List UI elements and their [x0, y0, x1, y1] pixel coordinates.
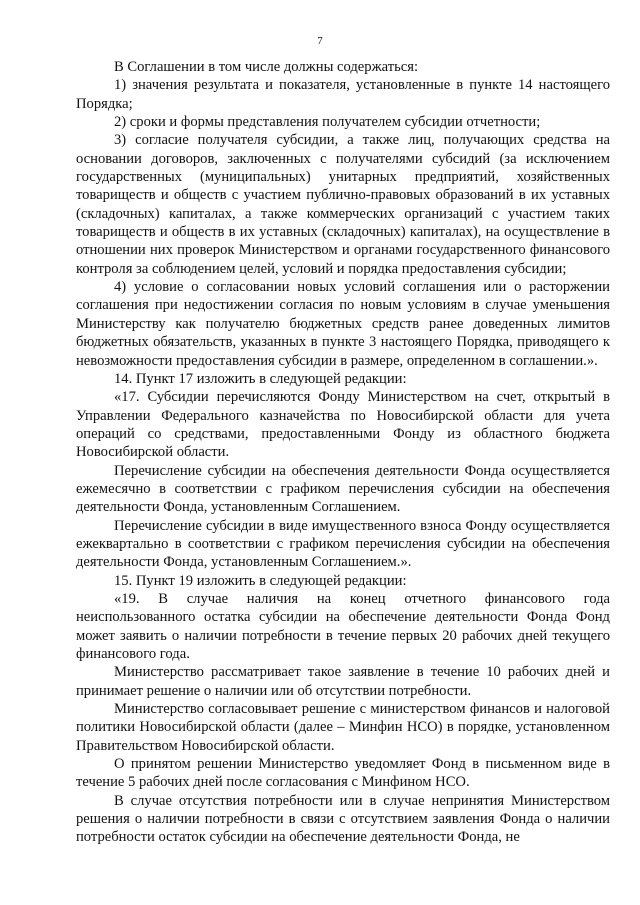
- paragraph-point-19: «19. В случае наличия на конец отчетного финансового года неиспользованного остатка субсидии на обеспечение деятельности Фонда Фонд может заявить о наличии потребности в течение первых 20 рабочих дней текущего финансового года.: [76, 590, 610, 662]
- paragraph-item-1: 1) значения результата и показателя, установленные в пункте 14 настоящего Порядка;: [76, 77, 610, 112]
- paragraph-no-need: В случае отсутствия потребности или в случае непринятия Министерством решения о наличии потребности в связи с отсутствием заявления Фонда о наличии потребности остаток субсидии на обеспечение деятельности Фонда, не: [76, 792, 610, 846]
- paragraph-item-4: 4) условие о согласовании новых условий соглашения или о расторжении соглашения при недостижении согласия по новым условиям в случае уменьшения Министерству как получателю бюджетных средств ранее доведенных лимитов бюджетных обязательств, указанных в пункте 3 настоящего Порядка, приводящего к невозможности предоставления субсидии в размере, определенном в соглашении.».: [76, 279, 610, 369]
- paragraph-quarterly-transfer: Перечисление субсидии в виде имущественного взноса Фонду осуществляется ежеквартально в соответствии с графиком перечисления субсидии на обеспечения деятельности Фонда, установленным Соглашением.».: [76, 517, 610, 571]
- paragraph-item-2: 2) сроки и формы представления получателем субсидии отчетности;: [114, 114, 541, 131]
- paragraph-point-17: «17. Субсидии перечисляются Фонду Министерством на счет, открытый в Управлении Федерального казначейства по Новосибирской области для учета операций со средствами, предоставленными Фонду из областного бюджета Новосибирской области.: [76, 389, 610, 461]
- paragraph-clause-15: 15. Пункт 19 изложить в следующей редакции:: [114, 572, 407, 589]
- paragraph-ministry-review: Министерство рассматривает такое заявление в течение 10 рабочих дней и принимает решение о наличии или об отсутствии потребности.: [76, 664, 610, 699]
- page-number: 7: [317, 35, 323, 47]
- paragraph-item-3: 3) согласие получателя субсидии, а также лиц, получающих средства на основании договоров, заключенных с получателями субсидий (за исключением государственных (муниципальных) унитарных предприятий, хозяйственных товариществ и обществ с участием публично-правовых образований в их уставных (складочных) капиталах, а также коммерческих организаций с участием таких товариществ и обществ в их уставных (складочных) капиталах), на осуществление в отношении них проверок Министерством и органами государственного финансового контроля за соблюдением целей, условий и порядка предоставления субсидии;: [76, 132, 610, 277]
- paragraph-ministry-approval: Министерство согласовывает решение с министерством финансов и налоговой политики Новосибирской области (далее – Минфин НСО) в порядке, установленном Правительством Новосибирской области.: [76, 701, 610, 754]
- paragraph-clause-14: 14. Пункт 17 изложить в следующей редакции:: [114, 370, 407, 387]
- paragraph-agreement-contents: В Соглашении в том числе должны содержаться:: [114, 59, 419, 75]
- document-body: [76, 58, 610, 847]
- paragraph-notification: О принятом решении Министерство уведомляет Фонд в письменном виде в течение 5 рабочих дней после согласования с Минфином НСО.: [76, 756, 610, 791]
- paragraph-monthly-transfer: Перечисление субсидии на обеспечения деятельности Фонда осуществляется ежемесячно в соответствии с графиком перечисления субсидии на обеспечения деятельности Фонда, установленным Соглашением.: [76, 462, 610, 516]
